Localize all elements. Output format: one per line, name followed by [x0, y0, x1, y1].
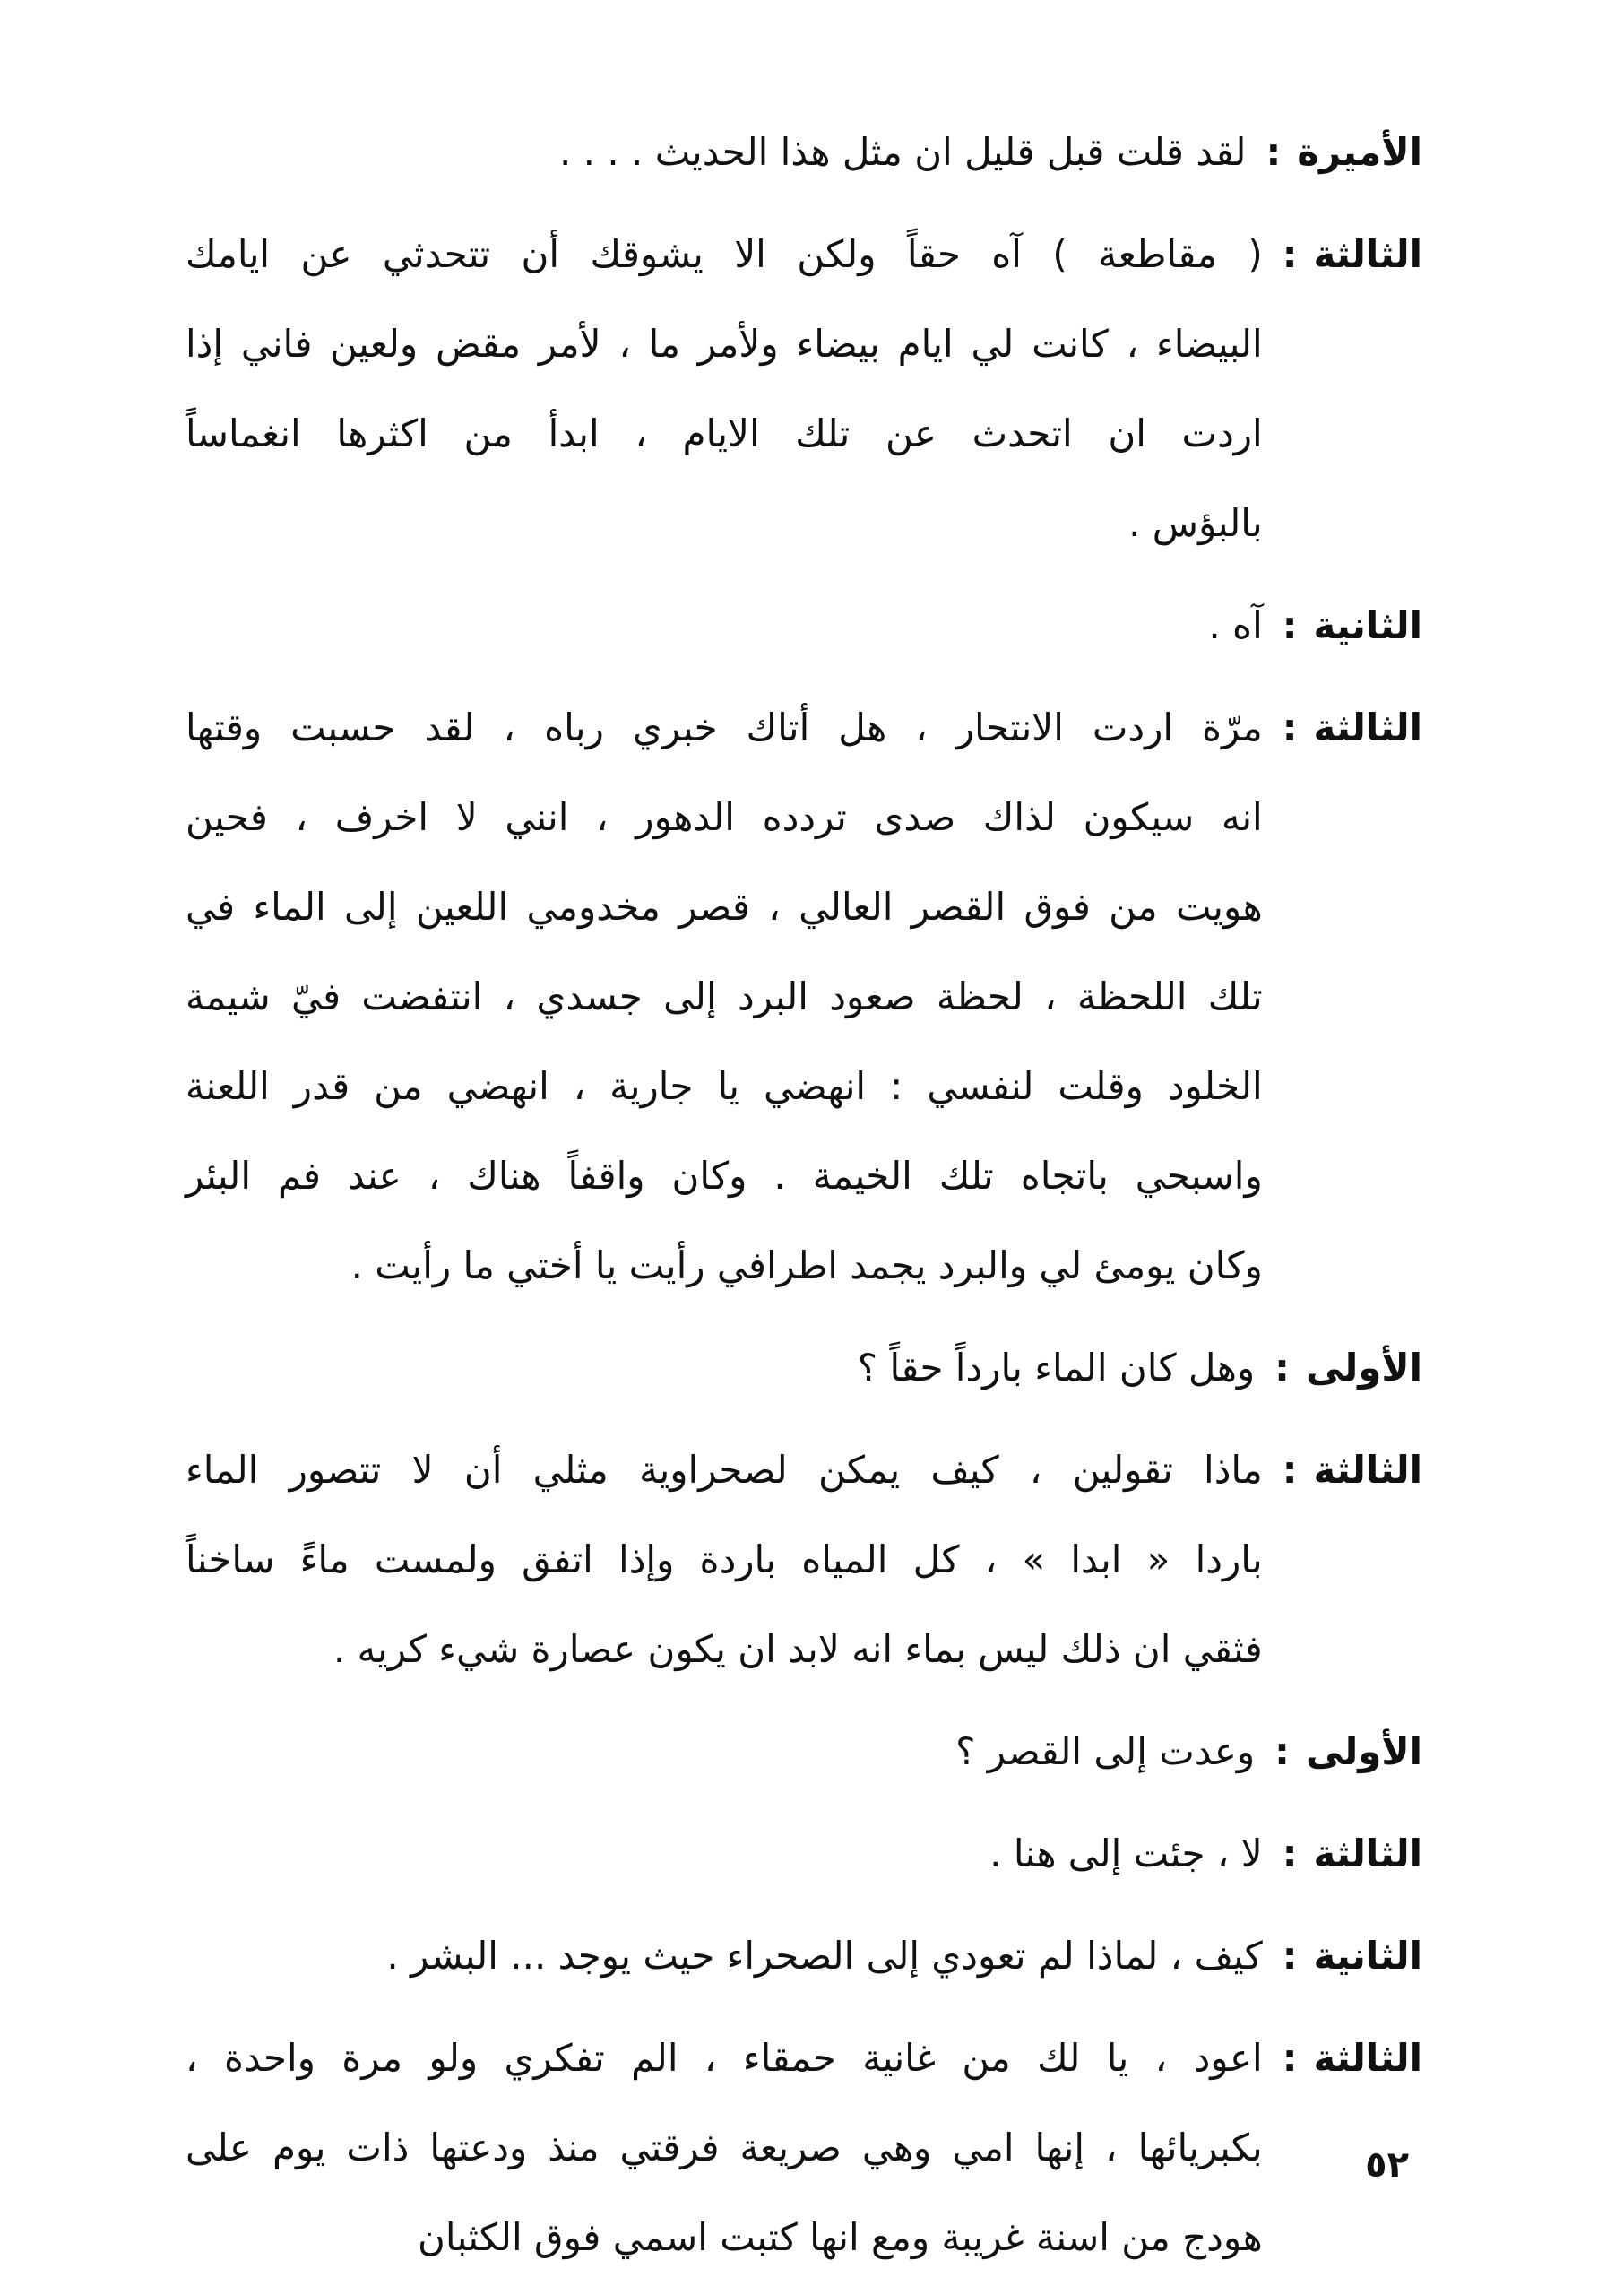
dialogue [186, 108, 1422, 2295]
speech-text [186, 581, 1263, 671]
speech-line: الخلود وقلت لنفسي : انهضي يا جارية ، انهضي من قدر اللعنة [186, 1064, 1263, 1108]
speaker-name: الثالثة [1313, 1448, 1422, 1492]
speech-line: وعدت إلى القصر ؟ [955, 1729, 1256, 1773]
speech-text [186, 2014, 1263, 2282]
speaker-name: الأميرة [1297, 130, 1422, 174]
speaker-name: الأولى [1305, 1729, 1422, 1773]
speech-line: اردت ان اتحدث عن تلك الايام ، ابدأ من اكثرها انغماساً [186, 411, 1263, 455]
speech-text [186, 1425, 1263, 1694]
speech-line: ( مقاطعة ) آه حقاً ولكن الا يشوقك أن تتحدثي عن ايامك [186, 232, 1263, 276]
speaker-name: الثالثة [1313, 2036, 1422, 2080]
page-number: ٥٢ [1365, 2144, 1409, 2186]
speech-line: البيضاء ، كانت لي ايام بيضاء ولأمر ما ، لأمر مقض ولعين فاني إذا [186, 322, 1263, 366]
speaker-colon: : [1266, 130, 1282, 174]
speaker-name: الثالثة [1313, 232, 1422, 276]
speech-text [186, 1707, 1255, 1797]
speech-line: كيف ، لماذا لم تعودي إلى الصحراء حيث يوجد ... البشر . [386, 1934, 1263, 1978]
speech-line: فثقي ان ذلك ليس بماء انه لابد ان يكون عصارة شيء كريه . [333, 1627, 1263, 1671]
speech-line: اعود ، يا لك من غانية حمقاء ، الم تفكري ولو مرة واحدة ، [186, 2036, 1263, 2080]
dialogue-turn [186, 683, 1422, 1311]
speech-line: هودج من اسنة غريبة ومع انها كتبت اسمي فوق الكثبان [417, 2215, 1263, 2259]
speech-text [186, 108, 1246, 197]
speaker-colon: : [1282, 1934, 1298, 1978]
speech-line: واسبحي باتجاه تلك الخيمة . وكان واقفاً هناك ، عند فم البئر [186, 1154, 1263, 1198]
speech-line: لقد قلت قبل قليل ان مثل هذا الحديث . . . . [558, 130, 1247, 174]
dialogue-turn [186, 1707, 1422, 1797]
dialogue-turn [186, 210, 1422, 568]
speaker-colon: : [1282, 603, 1298, 647]
dialogue-turn [186, 1911, 1422, 2001]
speaker-colon: : [1282, 1832, 1298, 1875]
speech-line: لا ، جئت إلى هنا . [989, 1832, 1263, 1875]
speech-text [186, 1809, 1263, 1899]
dialogue-turn [186, 2014, 1422, 2282]
speaker-name: الثانية [1313, 603, 1422, 647]
speech-line: تلك اللحظة ، لحظة صعود البرد إلى جسدي ، انتفضت فيّ شيمة [186, 974, 1263, 1018]
speaker-name: الثانية [1313, 1934, 1422, 1978]
speaker-name: الثالثة [1313, 706, 1422, 749]
dialogue-turn [186, 1809, 1422, 1899]
speech-line: انه سيكون لذاك صدى تردده الدهور ، انني لا اخرف ، فحين [186, 795, 1263, 839]
speech-line: بالبؤس . [1128, 501, 1263, 545]
speaker-colon: : [1282, 2036, 1298, 2080]
speech-line: ماذا تقولين ، كيف يمكن لصحراوية مثلي أن لا تتصور الماء [186, 1448, 1263, 1492]
speaker-colon: : [1282, 232, 1298, 276]
speech-line: مرّة اردت الانتحار ، هل أتاك خبري رباه ، لقد حسبت وقتها [186, 706, 1263, 749]
speech-line: هويت من فوق القصر العالي ، قصر مخدومي اللعين إلى الماء في [186, 885, 1263, 929]
speaker-colon: : [1274, 1346, 1290, 1390]
speech-text [186, 683, 1263, 1311]
speaker-colon: : [1282, 706, 1298, 749]
dialogue-turn [186, 581, 1422, 671]
speech-line: وكان يومئ لي والبرد يجمد اطرافي رأيت يا أختي ما رأيت . [350, 1243, 1263, 1287]
speaker-name: الأولى [1305, 1346, 1422, 1390]
speaker-colon: : [1282, 1448, 1298, 1492]
speech-text [186, 210, 1263, 568]
speaker-name: الثالثة [1313, 1832, 1422, 1875]
speaker-colon: : [1274, 1729, 1290, 1773]
speech-line: آه . [1208, 603, 1263, 647]
speech-text [186, 1911, 1263, 2001]
speech-line: باردا « ابدا » ، كل المياه باردة وإذا اتفق ولمست ماءً ساخناً [186, 1537, 1263, 1581]
speech-line: وهل كان الماء بارداً حقاً ؟ [857, 1346, 1256, 1390]
dialogue-turn [186, 108, 1422, 197]
dialogue-turn [186, 1323, 1422, 1413]
dialogue-turn [186, 1425, 1422, 1694]
speech-line: بكبريائها ، إنها امي وهي صريعة فرقتي منذ ودعتها ذات يوم على [186, 2126, 1263, 2169]
speech-text [186, 1323, 1255, 1413]
